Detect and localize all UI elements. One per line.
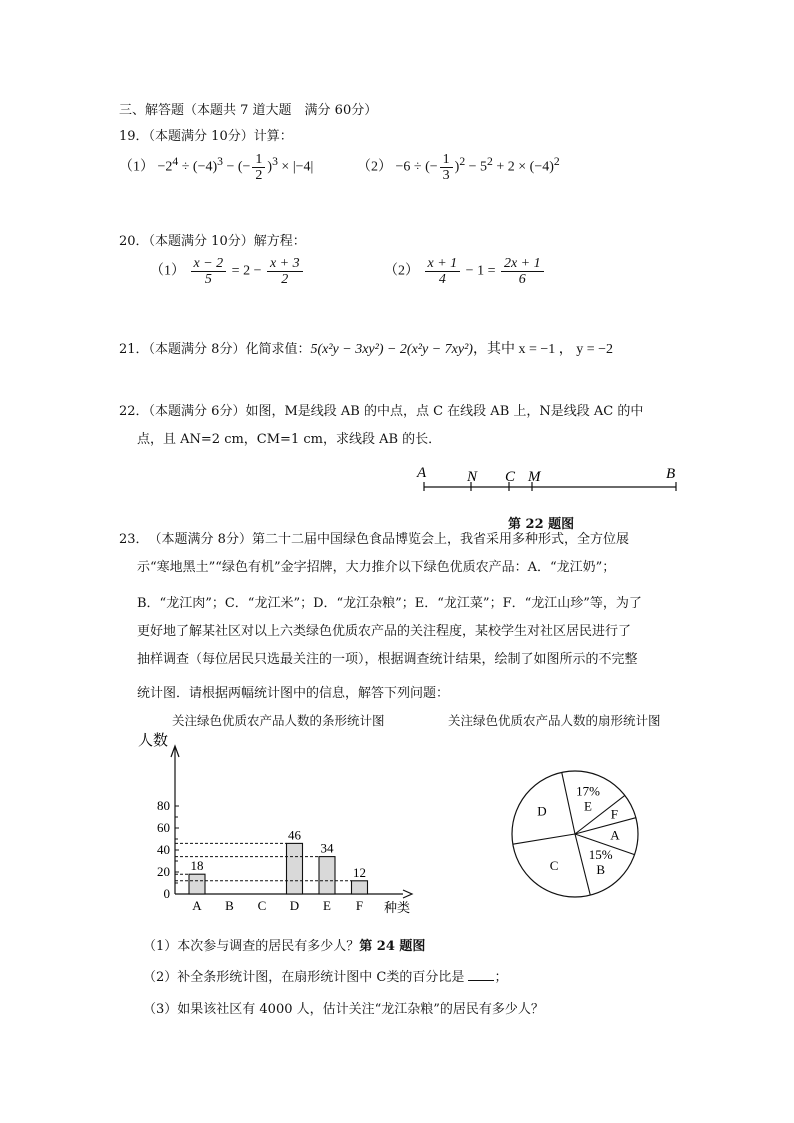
q20-p1-frac-right xyxy=(267,256,303,287)
q19-p1-t3: 3 xyxy=(217,155,223,169)
bar xyxy=(352,881,368,894)
q20-p1-den-left: 5 xyxy=(204,272,212,287)
answer-blank[interactable] xyxy=(468,968,494,981)
pie-chart xyxy=(505,764,645,904)
x-axis-arrow xyxy=(403,890,412,898)
x-tick-label: C xyxy=(257,898,267,913)
bar-value-label: 46 xyxy=(288,827,301,843)
q19-header: 19．（本题满分 10分）计算： xyxy=(119,129,293,144)
pie-slice-label xyxy=(537,803,546,818)
bar-value-label: 12 xyxy=(353,864,366,880)
point-c-label: C xyxy=(505,469,516,485)
q23-q1-text: （1）本次参与调查的居民有多少人？ xyxy=(143,939,360,954)
q19-p1-den: 2 xyxy=(255,168,263,183)
point-a-label: A xyxy=(417,465,427,481)
pie-label-line: C xyxy=(549,857,559,873)
bar-chart xyxy=(130,728,420,918)
pie-label-line: F xyxy=(610,806,619,822)
q19-p2-fraction xyxy=(440,152,453,183)
q21-line xyxy=(119,338,613,358)
q20-p1-label: （1） xyxy=(150,263,185,279)
q20-p2-frac-right xyxy=(501,256,544,287)
bar xyxy=(189,874,205,894)
pie-label-line: A xyxy=(610,827,620,843)
q19-p2-label: （2） xyxy=(357,159,392,175)
q20-p2-label: （2） xyxy=(384,263,419,279)
q20-p1-num-right: x + 3 xyxy=(267,256,303,272)
pie-slice-label xyxy=(550,858,559,873)
q19-p2-t0: −6 ÷ (− xyxy=(395,159,438,175)
q19-p1-t8: 3 xyxy=(272,155,278,169)
y-tick-label: 60 xyxy=(157,820,170,835)
q20-p2-den-right: 6 xyxy=(518,272,526,287)
x-tick-label: E xyxy=(323,898,331,913)
q20-p1-den-right: 2 xyxy=(281,272,289,287)
q23-figure-caption: 第 24 题图 xyxy=(359,939,426,954)
q19-p2-t7: + 2 × (−4) xyxy=(492,159,554,175)
q23-question1 xyxy=(143,935,425,954)
q20-p2-num-left: x + 1 xyxy=(425,256,461,272)
q19-p1-t2: ÷ (−4) xyxy=(178,159,218,175)
q20-p1-frac-left xyxy=(191,256,227,287)
y-tick-label: 80 xyxy=(157,798,170,813)
pie-label-line: B xyxy=(596,862,605,878)
bar-value-label: 34 xyxy=(320,840,334,856)
x-tick-label: D xyxy=(289,898,300,913)
q20-p2-den-left: 4 xyxy=(438,272,446,287)
q23-question3: （3）如果该社区有 4000 人，估计关注“龙江杂粮”的居民有多少人？ xyxy=(143,1002,544,1017)
q21-header: 21．（本题满分 8分）化简求值： xyxy=(119,342,311,357)
q19-p2-t5: − 5 xyxy=(465,159,488,175)
q20-header: 20．（本题满分 10分）解方程： xyxy=(119,234,306,249)
x-tick-label: A xyxy=(192,898,202,913)
q19-p1-fraction xyxy=(252,152,265,183)
q19-p1-t7: ) xyxy=(267,159,273,175)
q23-line5: 抽样调查（每位居民只选最关注的一项），根据调查统计结果，绘制了如图所示的不完整 xyxy=(137,652,638,667)
q19-p2-t3: ) xyxy=(454,159,460,175)
q19-p1-t4: − (− xyxy=(222,159,251,175)
point-n-label: N xyxy=(467,469,478,485)
q19-p2-t6: 2 xyxy=(487,155,493,169)
section-title: 三、解答题（本题共 7 道大题 满分 60分） xyxy=(119,103,378,118)
pie-slice-label xyxy=(610,827,620,842)
q21-condition: ，其中 x = −1 ， y = −2 xyxy=(472,342,614,357)
q19-p2-t8: 2 xyxy=(553,155,560,169)
pie-label-line: 17% xyxy=(576,783,600,799)
pie-label-line: D xyxy=(537,803,547,819)
q20-part1 xyxy=(150,256,305,287)
x-tick-label: B xyxy=(225,898,234,913)
q19-part1 xyxy=(119,152,313,183)
pie-label-line: 15% xyxy=(588,847,613,863)
bar xyxy=(287,843,303,894)
point-b-label: B xyxy=(666,466,676,482)
y-tick-label: 20 xyxy=(157,864,170,879)
x-tick-label: F xyxy=(355,898,364,913)
q22-line1: 22．（本题满分 6分）如图，M是线段 AB 的中点，点 C 在线段 AB 上，N是线段 AC 的中 xyxy=(119,404,644,419)
bar-value-label: 18 xyxy=(190,858,204,874)
q19-p1-t9: × |−4| xyxy=(277,159,314,175)
x-axis-label: 种类 xyxy=(384,900,411,915)
pie-label-line: E xyxy=(584,798,593,814)
q19-part2 xyxy=(357,152,560,183)
q19-p1-t0: −2 xyxy=(157,159,173,175)
q20-p1-mid: = 2 − xyxy=(228,263,265,279)
q23-line6: 统计图．请根据两幅统计图中的信息，解答下列问题： xyxy=(137,686,450,701)
bar-chart-title: 关注绿色优质农产品人数的条形统计图 xyxy=(172,713,385,728)
q23-q2-end: ； xyxy=(494,970,508,985)
q19-p2-t4: 2 xyxy=(459,155,466,169)
q19-p1-num: 1 xyxy=(252,152,265,168)
q20-p2-frac-left xyxy=(425,256,461,287)
q20-p2-num-right: 2x + 1 xyxy=(501,256,544,272)
q23-q2-text: （2）补全条形统计图，在扇形统计图中 C类的百分比是 xyxy=(143,970,469,985)
q22-figure-caption: 第 22 题图 xyxy=(508,517,575,532)
bar xyxy=(319,857,335,894)
y-tick-label: 0 xyxy=(163,886,170,901)
q22-line2: 点，且 AN=2 cm，CM=1 cm，求线段 AB 的长． xyxy=(137,432,442,447)
q23-question2 xyxy=(143,966,508,985)
y-tick-label: 40 xyxy=(157,842,170,857)
q20-p2-mid: − 1 = xyxy=(462,263,499,279)
q23-line2: 示“寒地黑土”“绿色有机”金字招牌，大力推介以下绿色优质农产品：A．“龙江奶”； xyxy=(137,560,616,575)
q23-line1: 23． （本题满分 8分）第二十二届中国绿色食品博览会上，我省采用多种形式，全方位展 xyxy=(119,532,629,547)
q23-line3: B．“龙江肉”；C．“龙江米”；D．“龙江杂粮”；E．“龙江菜”；F．“龙江山珍”等，为了 xyxy=(137,596,642,611)
point-m-label: M xyxy=(528,469,541,485)
pie-chart-title: 关注绿色优质农产品人数的扇形统计图 xyxy=(448,713,661,728)
q19-p1-label: （1） xyxy=(119,159,154,175)
q19-p2-num: 1 xyxy=(440,152,453,168)
y-axis-label: 人数 xyxy=(138,733,169,749)
q21-expression: 5(x²y − 3xy²) − 2(x²y − 7xy²) xyxy=(310,342,473,357)
q23-line4: 更好地了解某社区对以上六类绿色优质农产品的关注程度，某校学生对社区居民进行了 xyxy=(137,624,632,639)
q19-p1-t1: 4 xyxy=(172,155,179,169)
q20-p1-num-left: x − 2 xyxy=(191,256,227,272)
q19-p2-den: 3 xyxy=(442,168,450,183)
q22-segment-figure xyxy=(410,462,690,496)
q20-part2 xyxy=(384,256,546,287)
pie-slice-label xyxy=(611,806,618,821)
